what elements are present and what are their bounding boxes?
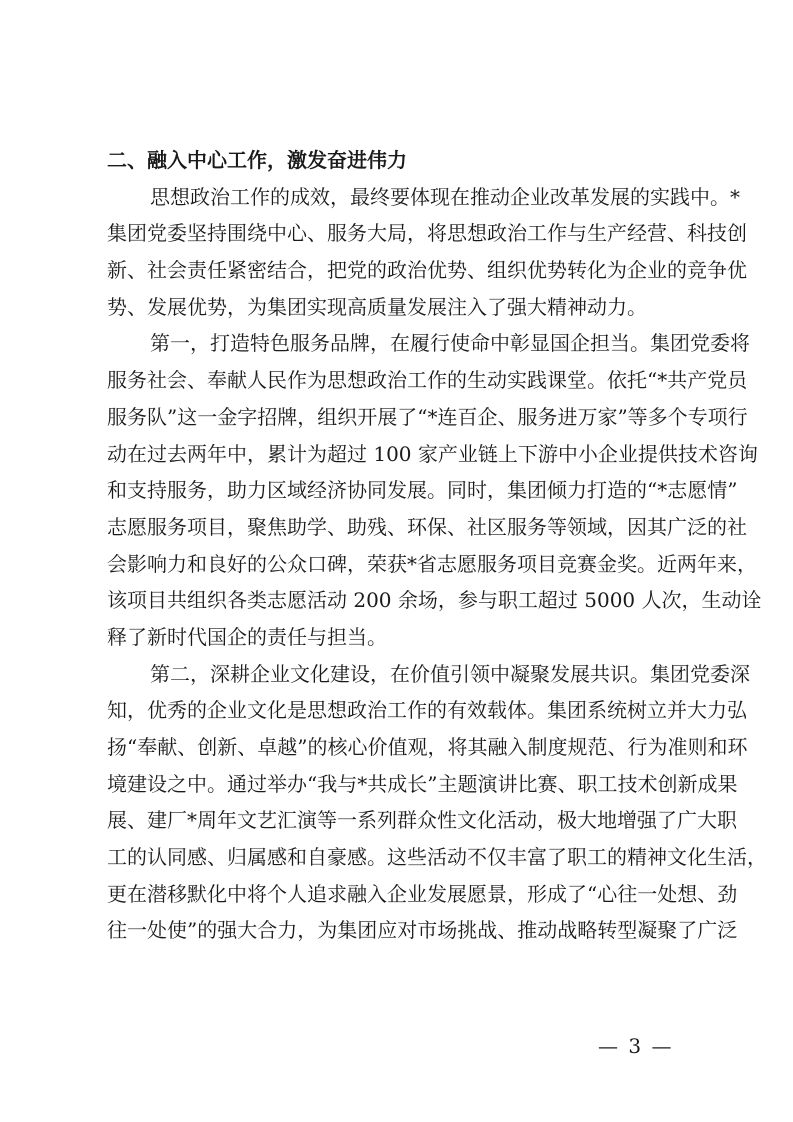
text-line: 会影响力和良好的公众口碑，荣获*省志愿服务项目竞赛金奖。近两年来，: [107, 551, 757, 576]
paragraph: [107, 325, 762, 655]
text-line: 动在过去两年中，累计为超过 100 家产业链上下游中小企业提供技术咨询: [107, 441, 758, 466]
paragraph: [107, 656, 767, 950]
page-number: — 3 —: [598, 1034, 674, 1058]
text-line: 工的认同感、归属感和自豪感。这些活动不仅丰富了职工的精神文化生活，: [107, 845, 767, 870]
text-line: 思想政治工作的成效，最终要体现在推动企业改革发展的实践中。*: [150, 184, 740, 209]
text-line: 该项目共组织各类志愿活动 200 余场，参与职工超过 5000 人次，生动诠: [107, 588, 762, 613]
text-line: 服务队”这一金字招牌，组织开展了“*连百企、服务进万家”等多个专项行: [107, 404, 748, 429]
text-line: 展、建厂*周年文艺汇演等一系列群众性文化活动，极大地增强了广大职: [107, 808, 737, 833]
text-line: 集团党委坚持围绕中心、服务大局，将思想政治工作与生产经营、科技创: [107, 221, 747, 246]
document-body: [107, 142, 767, 949]
text-line: 志愿服务项目，聚焦助学、助残、环保、社区服务等领域，因其广泛的社: [107, 514, 747, 539]
text-line: 释了新时代国企的责任与担当。: [107, 624, 387, 649]
text-line: 往一处使”的强大合力，为集团应对市场挑战、推动战略转型凝聚了广泛: [107, 918, 738, 943]
text-line: 更在潜移默化中将个人追求融入企业发展愿景，形成了“心往一处想、劲: [107, 881, 738, 906]
text-line: 新、社会责任紧密结合，把党的政治优势、组织优势转化为企业的竞争优: [107, 258, 747, 283]
text-line: 第二，深耕企业文化建设，在价值引领中凝聚发展共识。集团党委深: [150, 661, 750, 686]
section-heading: 二、融入中心工作，激发奋进伟力: [107, 148, 407, 172]
text-line: 势、发展优势，为集团实现高质量发展注入了强大精神动力。: [107, 294, 647, 319]
text-line: 知，优秀的企业文化是思想政治工作的有效载体。集团系统树立并大力弘: [107, 698, 747, 723]
text-line: 和支持服务，助力区域经济协同发展。同时，集团倾力打造的“*志愿情”: [107, 478, 738, 503]
text-line: 扬“奉献、创新、卓越”的核心价值观，将其融入制度规范、行为准则和环: [107, 735, 748, 759]
text-line: 第一，打造特色服务品牌，在履行使命中彰显国企担当。集团党委将: [150, 331, 750, 356]
text-line: 服务社会、奉献人民作为思想政治工作的生动实践课堂。依托“*共产党员: [107, 368, 748, 393]
paragraph: [107, 179, 747, 326]
text-line: 境建设之中。通过举办“我与*共成长”主题演讲比赛、职工技术创新成果: [107, 771, 738, 796]
